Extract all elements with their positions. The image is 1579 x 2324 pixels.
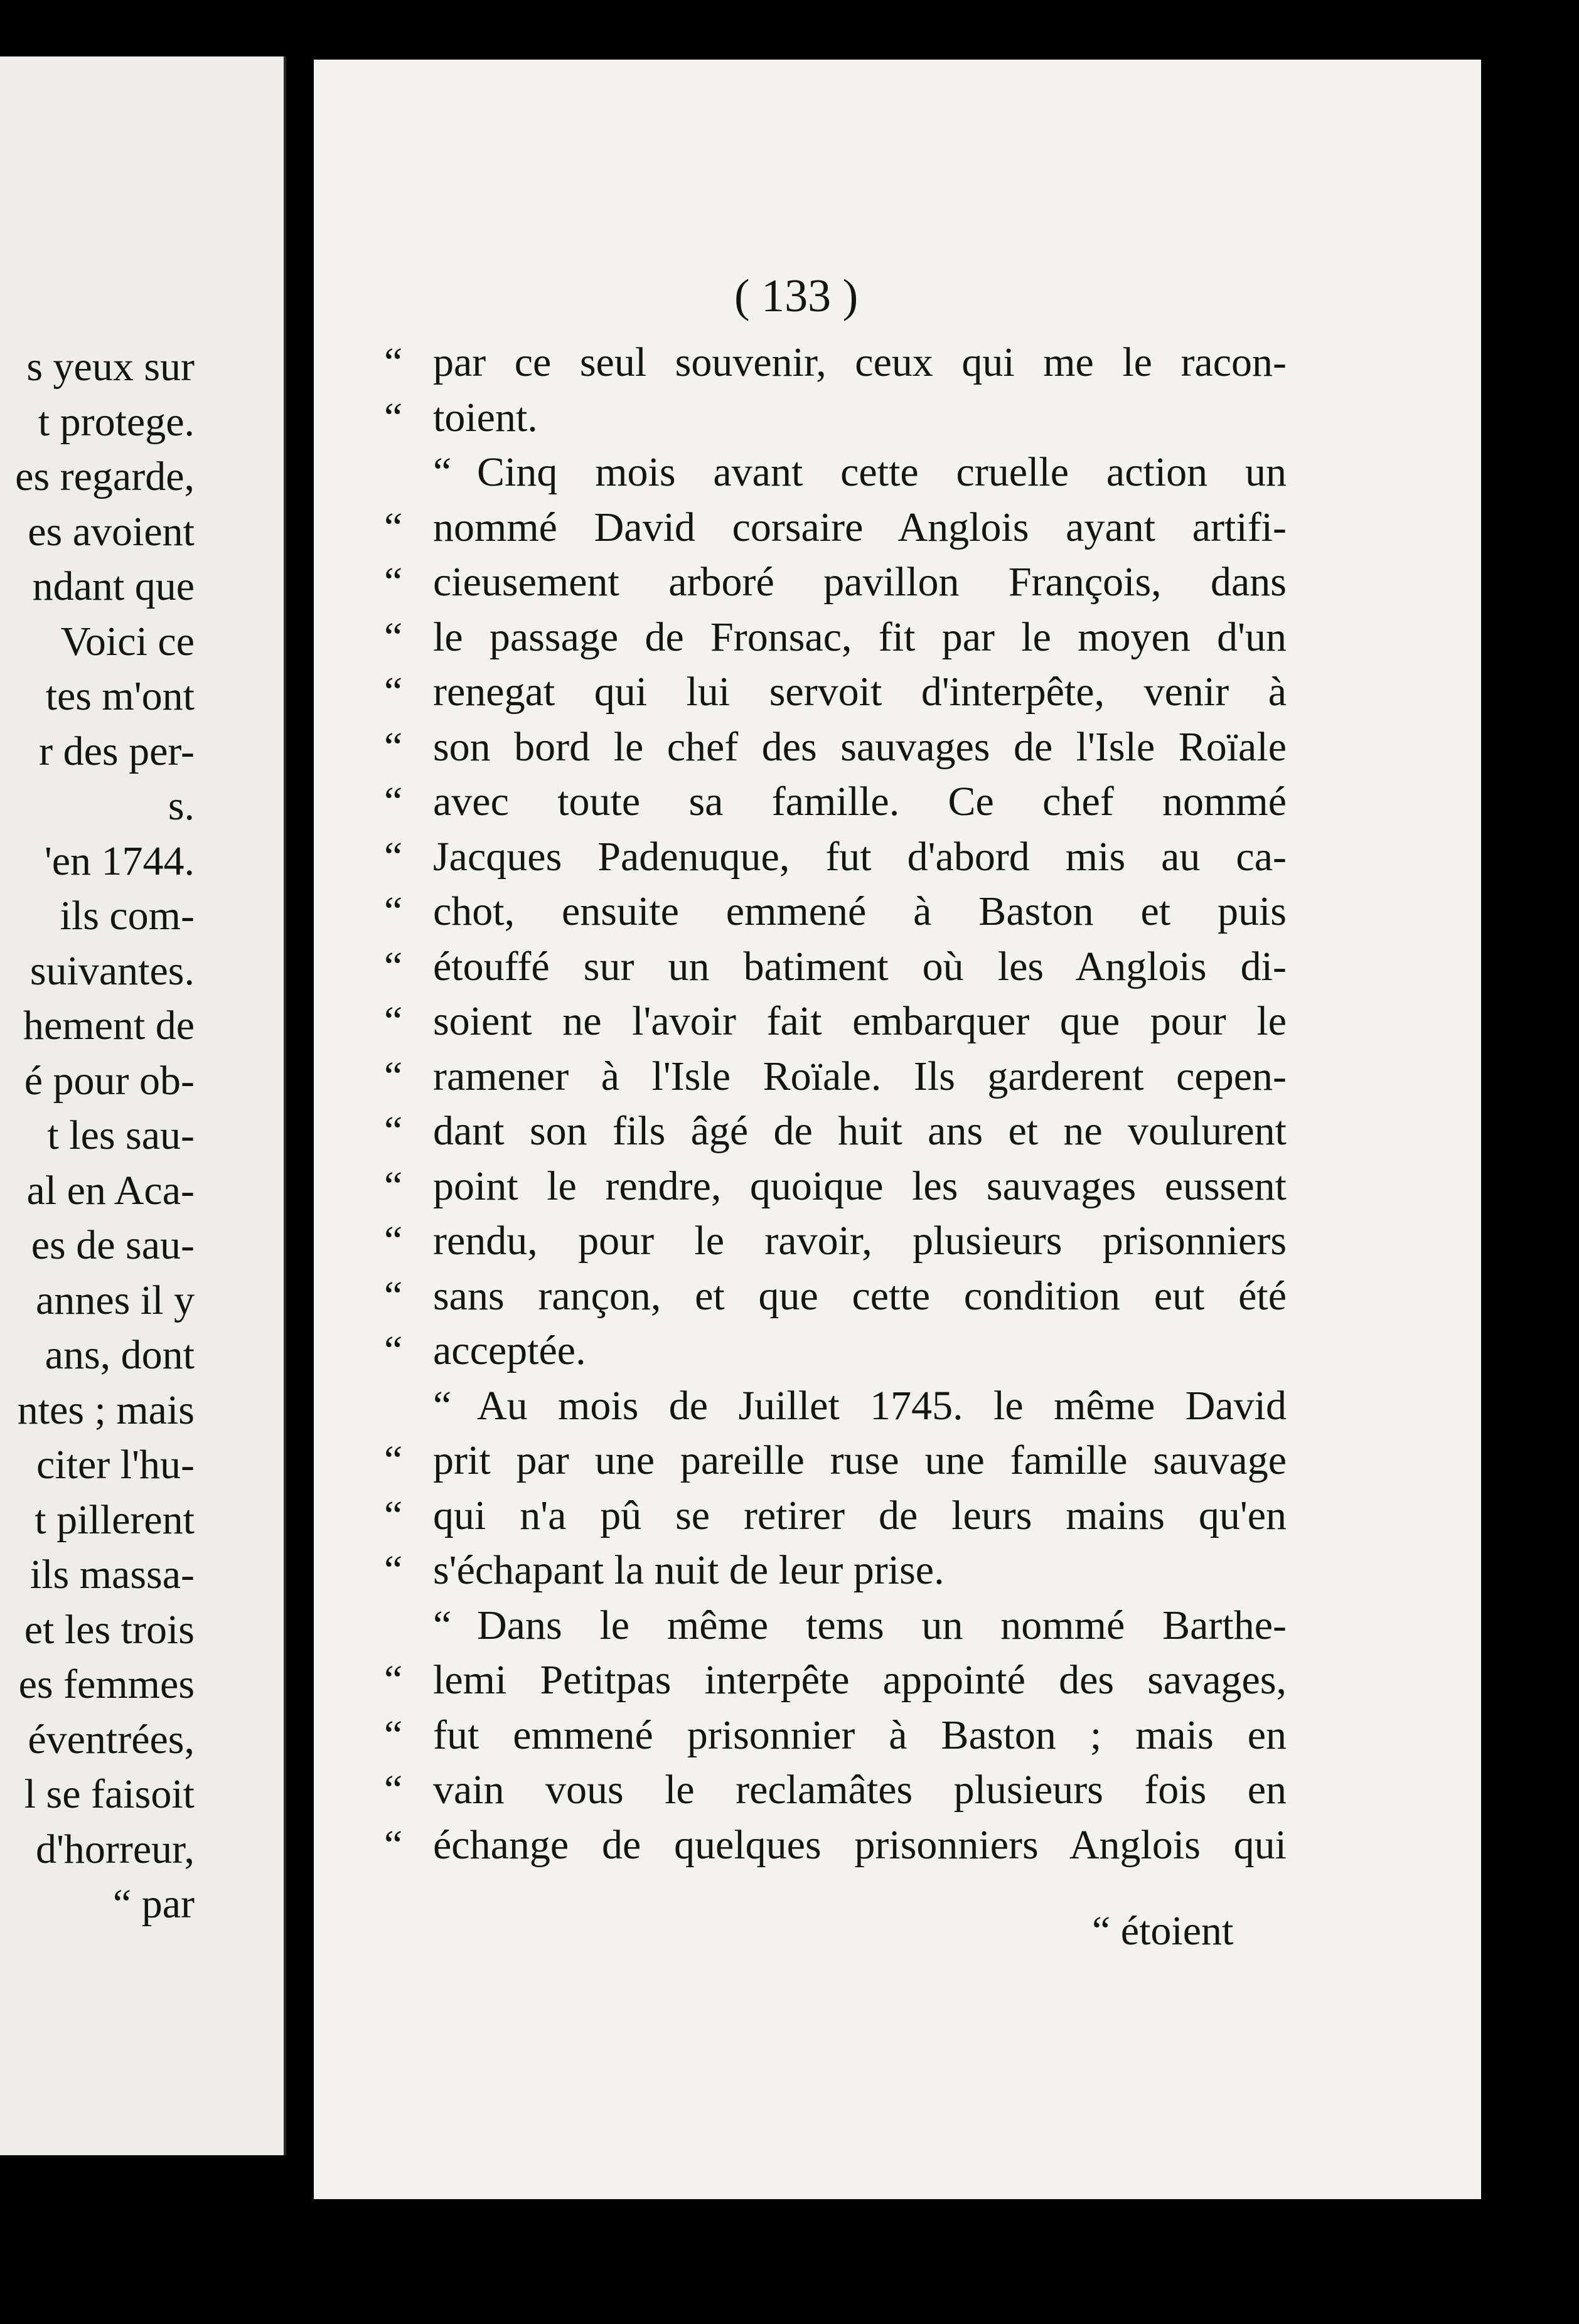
left-page-line: 'en 1744. xyxy=(44,838,195,884)
left-page-line: ils massa- xyxy=(29,1552,195,1597)
left-page-line: “ par xyxy=(112,1881,195,1927)
text-line: s'échapant la nuit de leur prise. xyxy=(433,1547,945,1593)
quote-mark: “ xyxy=(384,559,403,605)
quote-mark: “ xyxy=(384,1492,403,1538)
text-line: par ce seul souvenir, ceux qui me le racon- xyxy=(433,339,1287,385)
left-page-line: t protege. xyxy=(38,398,195,445)
quote-mark: “ xyxy=(384,779,403,824)
quote-mark: “ xyxy=(384,1218,403,1264)
text-line: dant son fils âgé de huit ans et ne voulurent xyxy=(433,1108,1287,1154)
left-page-line: l se faisoit xyxy=(24,1771,195,1817)
quote-mark: “ xyxy=(384,998,403,1044)
left-page-line: Voici ce xyxy=(60,618,195,664)
left-page-line: ans, dont xyxy=(45,1332,195,1378)
quote-mark: “ xyxy=(433,1602,452,1648)
quote-mark: “ xyxy=(384,1712,403,1758)
text-line: lemi Petitpas interpête appointé des savages, xyxy=(433,1657,1287,1703)
text-line: qui n'a pû se retirer de leurs mains qu'en xyxy=(433,1492,1287,1538)
quote-mark: “ xyxy=(384,614,403,660)
text-line: ramener à l'Isle Roïale. Ils garderent cepen- xyxy=(433,1053,1287,1099)
left-page-line: es femmes xyxy=(18,1661,195,1707)
quote-mark: “ xyxy=(384,1108,403,1154)
catchword: “ étoient xyxy=(1092,1908,1234,1954)
quote-mark: “ xyxy=(384,888,403,934)
text-line: renegat qui lui servoit d'interpête, venir à xyxy=(433,669,1287,715)
text-line: son bord le chef des sauvages de l'Isle Roïale xyxy=(433,723,1287,770)
quote-mark: “ xyxy=(384,833,403,880)
text-line: cieusement arboré pavillon François, dans xyxy=(433,559,1287,605)
left-page-line: es de sau- xyxy=(31,1222,195,1268)
text-line: vain vous le reclamâtes plusieurs fois en xyxy=(433,1767,1287,1813)
text-line: Jacques Padenuque, fut d'abord mis au ca- xyxy=(433,833,1287,880)
quote-mark: “ xyxy=(433,449,452,495)
quote-mark: “ xyxy=(384,943,403,989)
quote-mark: “ xyxy=(384,1657,403,1703)
text-line: sans rançon, et que cette condition eut été xyxy=(433,1272,1287,1319)
text-line: avec toute sa famille. Ce chef nommé xyxy=(433,779,1287,824)
left-page-line: suivantes. xyxy=(29,947,195,994)
quote-mark: “ xyxy=(384,723,403,770)
text-line: point le rendre, quoique les sauvages eussent xyxy=(433,1163,1287,1209)
left-page-line: éventrées, xyxy=(28,1716,195,1762)
text-line: Cinq mois avant cette cruelle action un xyxy=(477,449,1287,495)
quote-mark: “ xyxy=(384,1437,403,1483)
left-page-line: t pillerent xyxy=(35,1496,195,1543)
left-page-line: ils com- xyxy=(60,893,195,939)
text-line: Au mois de Juillet 1745. le même David xyxy=(477,1382,1287,1429)
quote-mark: “ xyxy=(384,339,403,385)
quote-mark: “ xyxy=(384,1163,403,1209)
text-line: étouffé sur un batiment où les Anglois di- xyxy=(433,943,1287,989)
left-page-line: et les trois xyxy=(24,1606,195,1653)
text-line: acceptée. xyxy=(433,1328,586,1373)
left-page-line: s. xyxy=(168,783,195,829)
left-page-line: annes il y xyxy=(36,1277,195,1323)
quote-mark: “ xyxy=(384,1053,403,1099)
text-line: toient. xyxy=(433,394,538,440)
text-line: Dans le même tems un nommé Barthe- xyxy=(477,1602,1287,1648)
left-page-line: tes m'ont xyxy=(45,673,195,719)
gutter xyxy=(284,56,286,2155)
left-page-line: es avoient xyxy=(28,508,195,555)
quote-mark: “ xyxy=(384,504,403,550)
left-page-line: é pour ob- xyxy=(24,1057,195,1104)
left-page-line: t les sau- xyxy=(47,1112,195,1158)
left-page-line: r des per- xyxy=(39,728,195,774)
text-line: le passage de Fronsac, fit par le moyen d'un xyxy=(433,614,1287,660)
left-page-line: ntes ; mais xyxy=(17,1387,195,1433)
left-page-line: hement de xyxy=(23,1003,195,1048)
text-line: chot, ensuite emmené à Baston et puis xyxy=(433,888,1287,934)
text-line: nommé David corsaire Anglois ayant artifi- xyxy=(433,504,1287,550)
left-page-line: ndant que xyxy=(32,563,195,609)
quote-mark: “ xyxy=(384,1547,403,1593)
text-line: prit par une pareille ruse une famille sauvage xyxy=(433,1437,1287,1483)
left-page-line: es regarde, xyxy=(15,454,195,499)
left-page-line: al en Aca- xyxy=(26,1167,195,1213)
left-page-line: citer l'hu- xyxy=(36,1442,195,1488)
quote-mark: “ xyxy=(384,1328,403,1373)
page-number: ( 133 ) xyxy=(734,270,859,322)
left-page-line: d'horreur, xyxy=(36,1826,195,1872)
quote-mark: “ xyxy=(433,1382,452,1429)
quote-mark: “ xyxy=(384,669,403,715)
quote-mark: “ xyxy=(384,1272,403,1319)
quote-mark: “ xyxy=(384,1821,403,1868)
quote-mark: “ xyxy=(384,394,403,440)
text-line: rendu, pour le ravoir, plusieurs prisonniers xyxy=(433,1218,1287,1264)
text-line: fut emmené prisonnier à Baston ; mais en xyxy=(433,1712,1287,1758)
text-line: échange de quelques prisonniers Anglois qui xyxy=(433,1821,1287,1868)
text-line: soient ne l'avoir fait embarquer que pour le xyxy=(433,998,1287,1044)
left-page-line: s yeux sur xyxy=(26,344,195,390)
quote-mark: “ xyxy=(384,1767,403,1813)
